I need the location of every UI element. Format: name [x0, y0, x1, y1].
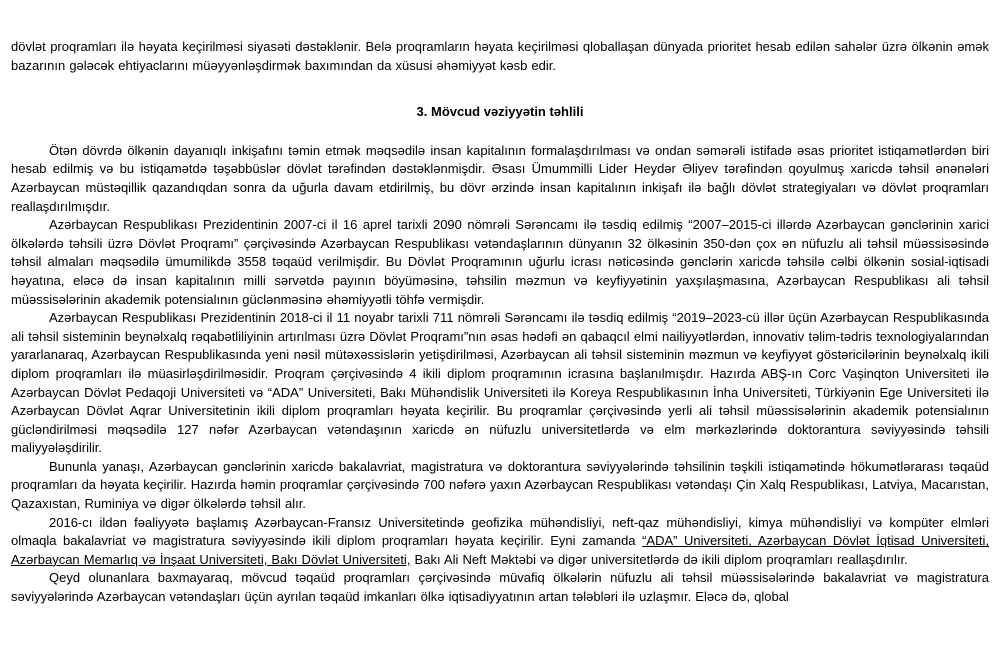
- dual-diploma-underlined-universities: “ADA” Universiteti, Azərbaycan Dövlət İqtisad Universiteti, Azərbaycan Memarlıq və İnşaat Universiteti, Bakı Dövlət Universiteti,: [11, 533, 989, 567]
- paragraph-program-2018: Azərbaycan Respublikası Prezidentinin 2018-ci il 11 noyabr tarixli 711 nömrəli Sərəncamı ilə təsdiq edilmiş “2019–2023-cü illər üçün Azərbaycan Respublikasında ali təhsil sisteminin beynəlxalq rəqabətliliyinin artırılması üzrə Dövlət Proqramı”nın əsas hədəfi ən qabaqcıl elmi nailiyyətlərdən, innovativ təlim-tədris texnologiyalarından yararlanaraq, Azərbaycan Respublikasında yeni nəsil mütəxəssislərin yetişdirilməsi, Azərbaycan ali təhsil sisteminin məzmun və keyfiyyət göstəricilərinin beynəlxalq ikili diplom proqramları ilə müasirləşdirilməsidir. Proqram çərçivəsində 4 ikili diplom proqramının icrasına başlanılmışdır. Hazırda ABŞ-ın Corc Vaşinqton Universiteti ilə Azərbaycan Dövlət Pedaqoji Universiteti və “ADA” Universiteti, Bakı Mühəndislik Universiteti ilə Koreya Respublikasının İnha Universiteti, Türkiyənin Ege Universiteti ilə Azərbaycan Dövlət Aqrar Universitetinin ikili diplom proqramları həyata keçirilir. Bu proqramlar çərçivəsində yerli ali təhsil müəssisələrinin akademik potensialının gücləndirilməsi məqsədilə 127 nəfər Azərbaycan vətəndaşının xaricdə ən nüfuzlu universitetlərdə və elm mərkəzlərində doktorantura səviyyəsində təhsili maliyyələşdirilir.: [11, 310, 989, 456]
- dual-diploma-text-before: 2016-cı ildən fəaliyyətə başlamış Azərbaycan-Fransız Universitetində geofizika mühəndisliyi, neft-qaz mühəndisliyi, kimya mühəndisliyi və kompüter elmləri olmaqla bakalavriat və magistratura səviyyəsində ikili diplom proqramları həyata keçirilir. Eyni zamanda: [11, 514, 989, 549]
- intro-paragraph: dövlət proqramları ilə həyata keçirilməsi siyasəti dəstəklənir. Belə proqramların həyata keçirilməsi qloballaşan dünyada prioritet hesab edilən sahələr üzrə ölkənin əmək bazarının gələcək ehtiyaclarını müəyyənləşdirmək baxımından da xüsusi əhəmiyyət kəsb edir.: [11, 39, 989, 73]
- paragraph-intergovernmental-scholarships: Bununla yanaşı, Azərbaycan gənclərinin xaricdə bakalavriat, magistratura və doktorantura səviyyələrində təhsilinin təşkili istiqamətində hökumətlərarası təqaüd proqramları da həyata keçirilir. Hazırda həmin proqramlar çərçivəsində 700 nəfərə yaxın Azərbaycan Respublikası vətəndaşı Çin Xalq Respublikası, Latviya, Macarıstan, Qazaxıstan, Ruminiya və digər ölkələrdə təhsil alır.: [11, 458, 989, 512]
- paragraph-dual-diploma: [11, 514, 989, 570]
- section-heading: 3. Mövcud vəziyyətin təhlili: [416, 104, 584, 120]
- closing-paragraph: Qeyd olunanlara baxmayaraq, mövcud təqaüd proqramları çərçivəsində müvafiq ölkələrin nüfuzlu ali təhsil müəssisələrində bakalavriat və magistratura səviyyələrində Azərbaycan vətəndaşları üçün ayrılan təqaüd imkanları ölkə iqtisadiyyatının artan tələbləri ilə uzlaşmır. Eləcə də, qlobal: [11, 570, 989, 605]
- dual-diploma-text-after: Bakı Ali Neft Məktəbi və digər universitetlərdə də ikili diplom proqramları reallaşdırılır.: [410, 551, 908, 567]
- paragraph-program-2007: Azərbaycan Respublikası Prezidentinin 2007-ci il 16 aprel tarixli 2090 nömrəli Sərəncamı ilə təsdiq edilmiş “2007–2015-ci illərdə Azərbaycan gənclərinin xarici ölkələrdə təhsili üzrə Dövlət Proqramı” çərçivəsində Azərbaycan Respublikası vətəndaşlarının dünyanın 32 ölkəsinin 350-dən çox ən nüfuzlu ali təhsil müəssisəsində təhsil almaları məqsədilə ümumilikdə 3558 təqaüd verilmişdir. Bu Dövlət Proqramının uğurlu icrası nəticəsində gənclərin xaricdə təhsilə cəlbi ölkənin sosial-iqtisadi həyatına, eləcə də insan kapitalının milli sərvətdə payının böyüməsinə, təhsilin məzmun və keyfiyyətinin yaxşılaşmasına, Azərbaycan Respublikası ali təhsil müəssisələrinin akademik potensialının güclənməsinə əhəmiyyətli töhfə vermişdir.: [11, 217, 989, 307]
- paragraph-oten-dovrde: Ötən dövrdə ölkənin dayanıqlı inkişafını təmin etmək məqsədilə insan kapitalının formalaşdırılması və ondan səmərəli istifadə əsas prioritet istiqamətlərdən biri hesab edilmiş və bu istiqamətdə təşəbbüslər dövlət tərəfindən dəstəklənmişdir. Əsası Ümummilli Lider Heydər Əliyev tərəfindən qoyulmuş xaricdə təhsil ənənələri Azərbaycan müstəqillik qazandıqdan sonra da uğurla davam etdirilmiş, bu dövr ərzində insan kapitalının inkişafı ilə bağlı dövlət strategiyaları və dövlət proqramları reallaşdırılmışdır.: [11, 142, 989, 214]
